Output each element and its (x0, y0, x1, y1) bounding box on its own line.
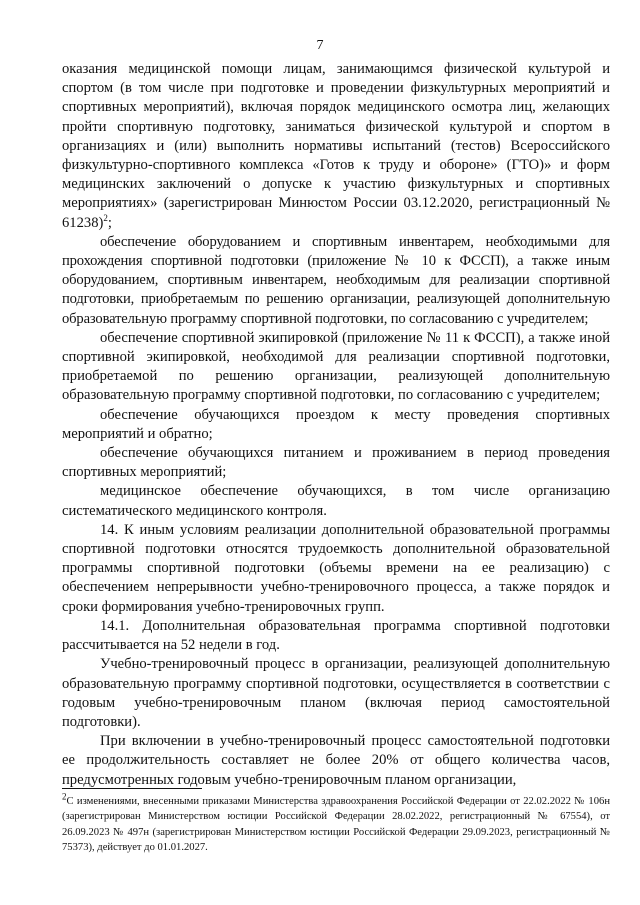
paragraph-equipment: обеспечение оборудованием и спортивным инвентарем, необходимыми для прохождения спортивной подготовки (приложение № 10 к ФССП), а также иным оборудованием, спортивным инвентарем, необходимым для реализации спортивной подготовки, приобретаемым по решению организации, реализующей дополнительную образовательную программу спортивной подготовки, по согласованию с учредителем; (62, 233, 610, 327)
paragraph-sports-gear: обеспечение спортивной экипировкой (приложение № 11 к ФССП), а также иной спортивной экипировкой, необходимой для реализации спортивной подготовки, приобретаемой по решению организации, реализующей дополнительную образовательную программу спортивной подготовки, по согласованию с учредителем; (62, 329, 610, 404)
footnote (62, 791, 610, 856)
paragraph-medical: медицинское обеспечение обучающихся, в том числе организацию систематического медицинского контроля. (62, 483, 610, 519)
paragraph-self-training: При включении в учебно-тренировочный процесс самостоятельной подготовки ее продолжительность составляет не более 20% от общего количества часов, предусмотренных годовым учебно-тренировочным планом организации, (62, 733, 610, 788)
paragraph-section-14-1: 14.1. Дополнительная образовательная программа спортивной подготовки рассчитывается на 52 недели в год. (62, 617, 610, 654)
paragraph-continuation (62, 60, 610, 233)
paragraph-end-punctuation: ; (107, 214, 112, 231)
paragraph-text: оказания медицинской помощи лицам, занимающимся физической культурой и спортом (в том числе при подготовке и проведении физкультурных мероприятий и спортивных мероприятий), включая порядок медицинского осмотра лиц, желающих пройти спортивную подготовку, заниматься физической культурой и спортом в организациях и (или) выполнить нормативы испытаний (тестов) Всероссийского физкультурно-спортивного комплекса «Готов к труду и обороне» (ГТО)» и форм медицинских заключений о допуске к участию физкультурных и спортивных мероприятиях» (зарегистрирован Минюстом России 03.12.2020, регистрационный № 61238) (62, 61, 610, 231)
body-text (62, 60, 610, 790)
paragraph-training-process: Учебно-тренировочный процесс в организации, реализующей дополнительную образовательную программу спортивной подготовки, осуществляется в соответствии с годовым учебно-тренировочным планом (включая период самостоятельной подготовки). (62, 656, 610, 730)
paragraph-meals-lodging: обеспечение обучающихся питанием и проживанием в период проведения спортивных мероприятий; (62, 445, 610, 481)
page-number: 7 (316, 38, 324, 53)
footnote-divider (62, 788, 202, 789)
footnote-marker: 2 (62, 791, 67, 802)
paragraph-travel: обеспечение обучающихся проездом к месту проведения спортивных мероприятий и обратно; (62, 406, 610, 442)
paragraph-section-14: 14. К иным условиям реализации дополнительной образовательной программы спортивной подготовки относятся трудоемкость дополнительной образовательной программы спортивной подготовки (объемы времени на ее реализацию) с обеспечением непрерывности учебно-тренировочного процесса, а также порядок и сроки формирования учебно-тренировочных групп. (62, 521, 610, 615)
footnote-text: С изменениями, внесенными приказами Министерства здравоохранения Российской Федерации от 22.02.2022 № 106н (зарегистрирован Министерством юстиции Российской Федерации 28.02.2022, регистрационный № 67554), от 26.09.2023 № 497н (зарегистрирован Министерством юстиции Российской Федерации 29.09.2023, регистрационный № 75373), действует до 01.01.2027. (62, 796, 610, 854)
footnote-reference: 2 (103, 212, 108, 223)
